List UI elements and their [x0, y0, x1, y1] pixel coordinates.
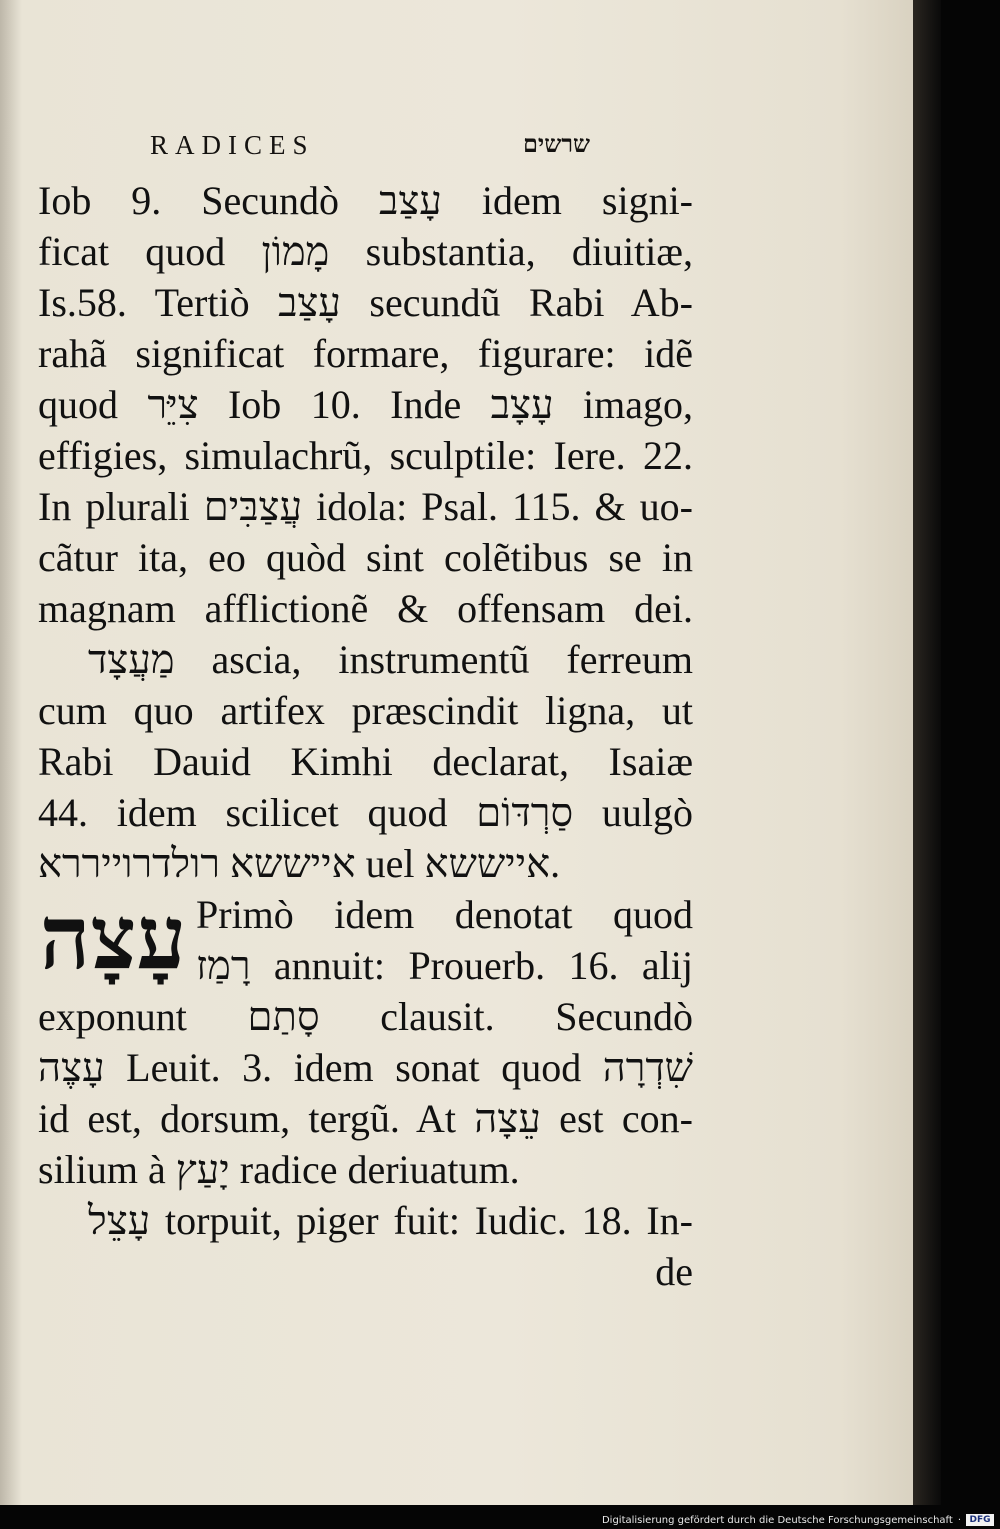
text-line: magnam afflictionẽ & offensam dei.: [38, 586, 693, 631]
text-line: cãtur ita, eo quòd sint colẽtibus se in: [38, 535, 693, 580]
text-line: Iob 9. Secundò עָצַב idem signi-: [38, 178, 693, 223]
body-text: [38, 175, 693, 1297]
page-edge: [913, 0, 941, 1505]
catchword: de: [655, 1249, 693, 1294]
text-line: Is.58. Tertiò עָצַב secundũ Rabi Ab-: [38, 280, 693, 325]
text-line: quod צִיֵּר Iob 10. Inde עָצָב imago,: [38, 382, 693, 427]
gutter-shadow: [0, 0, 22, 1505]
text-line: Rabi Dauid Kimhi declarat, Isaiæ: [38, 739, 693, 784]
text-line: רָמַז annuit: Prouerb. 16. alij: [196, 943, 693, 988]
text-line: אייששא רולדרוייררא uel אייששא.: [38, 841, 561, 886]
footer-text: Digitalisierung gefördert durch die Deutsche Forschungsgemeinschaft: [601, 1514, 953, 1526]
footer-separator: ·: [957, 1514, 961, 1526]
text-line: Primò idem denotat quod: [196, 892, 693, 937]
text-line: In plurali עֲצַבִּים idola: Psal. 115. & uo-: [38, 484, 693, 529]
running-head-title: RADICES: [150, 130, 315, 160]
text-line: עָצֵל torpuit, piger fuit: Iudic. 18. In-: [88, 1198, 693, 1243]
entry-section: [38, 889, 693, 991]
running-header: [150, 130, 590, 170]
dfg-logo: DFG: [966, 1514, 994, 1526]
text-line: effigies, simulachrũ, sculptile: Iere. 22.: [38, 433, 693, 478]
text-line: ficat quod מָמוֹן substantia, diuitiæ,: [38, 229, 693, 274]
text-line: exponunt סָתַם clausit. Secundò: [38, 994, 693, 1039]
text-line: עָצֶה Leuit. 3. idem sonat quod שִׁדְרָה: [38, 1045, 693, 1090]
text-line: cum quo artifex præscindit ligna, ut: [38, 688, 693, 733]
text-line: silium à יָעַץ radice deriuatum.: [38, 1147, 520, 1192]
text-line: 44. idem scilicet quod סַרְדּוֹם uulgò: [38, 790, 693, 835]
digitization-footer: [602, 1513, 994, 1527]
headword-hebrew: עָצָה: [39, 891, 187, 988]
running-head-hebrew: שרשים: [522, 132, 590, 158]
text-line: id est, dorsum, tergũ. At עֵצָה est con-: [38, 1096, 693, 1141]
text-line: מַעֲצָד ascia, instrumentũ ferreum: [88, 637, 693, 682]
text-line: rahã significat formare, figurare: idẽ: [38, 331, 693, 376]
